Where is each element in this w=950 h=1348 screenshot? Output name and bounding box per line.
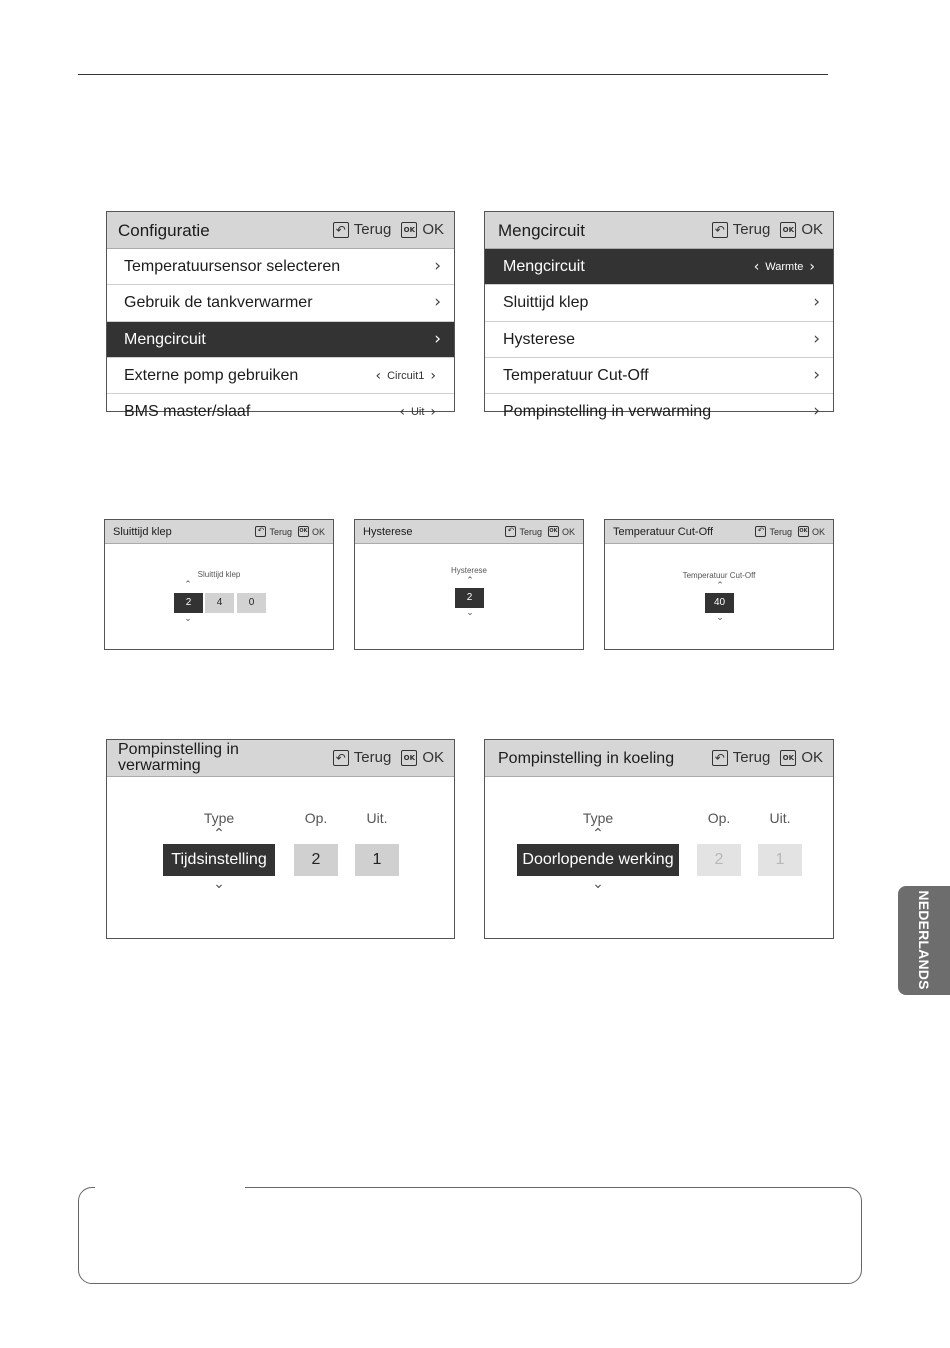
back-icon[interactable]	[712, 222, 728, 238]
ok-icon[interactable]: OK	[798, 526, 809, 537]
on-column-header: Op.	[707, 810, 731, 826]
menu-item-bms[interactable]	[107, 394, 454, 421]
back-label[interactable]: Terug	[732, 749, 771, 766]
menu-item-label: BMS master/slaaf	[124, 403, 251, 421]
pump-cooling-screen	[484, 739, 834, 939]
ok-label[interactable]: OK	[422, 749, 444, 766]
menu-item-label: Temperatuursensor selecteren	[124, 258, 341, 275]
ok-icon[interactable]: OK	[780, 222, 796, 238]
back-label[interactable]: Terug	[353, 749, 392, 766]
menu-item-temperature-sensor[interactable]	[107, 249, 454, 285]
menu-item-valve-close-time[interactable]	[485, 285, 833, 321]
selector-value: Circuit1	[387, 369, 425, 382]
chevron-right-icon[interactable]: ›	[430, 404, 436, 421]
screen-header	[485, 212, 833, 249]
chevron-right-icon: ›	[813, 292, 820, 313]
digit-ones[interactable]: 0	[237, 593, 266, 613]
language-tab-label: NEDERLANDS	[916, 890, 932, 990]
chevron-up-icon[interactable]: ⌃	[716, 581, 724, 591]
menu-item-label: Sluittijd klep	[503, 294, 589, 312]
back-label[interactable]: Terug	[519, 526, 542, 537]
chevron-right-icon: ›	[813, 364, 820, 385]
header-nav	[712, 749, 823, 766]
screen-title	[118, 742, 239, 774]
header-nav	[755, 526, 825, 537]
screen-title-line2: verwarming	[118, 757, 201, 774]
mix-circuit-screen	[484, 211, 834, 422]
screen-header	[107, 212, 454, 249]
ok-label[interactable]: OK	[422, 221, 444, 238]
chevron-down-icon[interactable]: ⌄	[184, 614, 192, 624]
screen-title: Pompinstelling in koeling	[498, 750, 675, 767]
menu-item-label: Mengcircuit	[124, 330, 206, 348]
value-selector[interactable]	[748, 259, 821, 275]
back-icon[interactable]	[712, 750, 728, 766]
off-value: 1	[758, 844, 802, 876]
note-box-header-gap	[95, 1183, 245, 1191]
menu-item-label: Hysterese	[503, 330, 576, 348]
menu-item-cut-off-temperature[interactable]	[485, 358, 833, 394]
back-label[interactable]: Terug	[769, 526, 792, 537]
selector-value: Warmte	[765, 261, 804, 273]
off-column-header: Uit.	[366, 810, 388, 826]
screen-title: Configuratie	[118, 221, 210, 240]
chevron-left-icon[interactable]: ‹	[753, 259, 760, 275]
back-icon[interactable]	[755, 526, 766, 537]
digit-tens[interactable]: 4	[205, 593, 234, 613]
config-screen	[106, 211, 455, 421]
ok-icon[interactable]: OK	[780, 750, 796, 766]
header-nav	[333, 749, 444, 766]
screen-title-line1: Pompinstelling in	[118, 741, 239, 758]
config-menu	[107, 249, 454, 421]
back-label[interactable]: Terug	[732, 221, 771, 238]
chevron-right-icon: ›	[813, 328, 820, 349]
type-column-header: Type	[582, 810, 614, 826]
chevron-down-icon[interactable]: ⌄	[213, 876, 225, 892]
pump-heating-screen	[106, 739, 455, 939]
screen-title: Mengcircuit	[498, 221, 585, 240]
field-label: Hysterese	[450, 566, 487, 575]
cut-off-temperature-screen	[604, 519, 834, 650]
ok-icon[interactable]: OK	[298, 526, 309, 537]
selector-value: Uit	[410, 406, 425, 419]
chevron-left-icon[interactable]: ‹	[375, 367, 382, 384]
menu-item-external-pump[interactable]	[107, 358, 454, 394]
value-selector[interactable]	[393, 404, 442, 420]
back-label[interactable]: Terug	[353, 221, 392, 238]
menu-item-tank-heater[interactable]	[107, 285, 454, 321]
screen-title: Sluittijd klep	[113, 526, 172, 538]
off-column-header: Uit.	[769, 810, 791, 826]
mix-circuit-menu	[485, 249, 833, 422]
chevron-right-icon[interactable]: ›	[809, 259, 815, 275]
digit-hundreds[interactable]: 2	[174, 593, 203, 613]
chevron-right-icon: ›	[434, 292, 441, 313]
menu-item-label: Temperatuur Cut-Off	[503, 366, 649, 384]
back-label[interactable]: Terug	[269, 526, 292, 537]
chevron-up-icon[interactable]: ⌃	[184, 580, 192, 590]
menu-item-pump-heating[interactable]	[485, 394, 833, 422]
type-value[interactable]: Tijdsinstelling	[163, 844, 275, 876]
chevron-down-icon[interactable]: ⌄	[716, 613, 724, 623]
value-selector[interactable]	[369, 368, 442, 384]
chevron-down-icon[interactable]: ⌄	[592, 876, 604, 892]
back-icon[interactable]	[505, 526, 516, 537]
menu-item-mix-circuit[interactable]	[485, 249, 833, 285]
chevron-right-icon: ›	[813, 401, 820, 422]
back-icon[interactable]	[333, 222, 349, 238]
chevron-left-icon[interactable]: ‹	[399, 404, 405, 421]
chevron-up-icon[interactable]: ⌃	[592, 826, 604, 842]
ok-icon[interactable]: OK	[401, 750, 417, 766]
screen-header	[105, 520, 333, 544]
language-tab	[898, 886, 950, 995]
menu-item-label: Mengcircuit	[503, 258, 585, 275]
hysteresis-value[interactable]: 2	[455, 588, 484, 608]
chevron-right-icon: ›	[434, 328, 441, 349]
type-value[interactable]: Doorlopende werking	[517, 844, 679, 876]
screen-header	[485, 740, 833, 777]
cut-off-value[interactable]: 40	[705, 593, 734, 613]
field-label: Temperatuur Cut-Off	[682, 571, 756, 580]
on-value[interactable]: 2	[294, 844, 338, 876]
top-rule	[78, 74, 828, 75]
chevron-down-icon[interactable]: ⌄	[466, 608, 474, 618]
menu-item-label: Pompinstelling in verwarming	[503, 403, 712, 421]
screen-header	[605, 520, 833, 544]
chevron-up-icon[interactable]: ⌃	[213, 826, 225, 842]
ok-label[interactable]: OK	[811, 526, 825, 537]
on-value: 2	[697, 844, 741, 876]
header-nav	[505, 526, 575, 537]
chevron-right-icon: ›	[434, 256, 441, 276]
screen-body	[605, 544, 833, 649]
screen-title: Temperatuur Cut-Off	[613, 526, 714, 538]
on-column-header: Op.	[304, 810, 328, 826]
ok-label[interactable]: OK	[801, 749, 823, 766]
header-nav	[333, 221, 444, 238]
chevron-up-icon[interactable]: ⌃	[466, 576, 474, 586]
screen-body	[105, 544, 333, 649]
menu-item-label: Gebruik de tankverwarmer	[124, 294, 313, 312]
menu-item-hysteresis[interactable]	[485, 322, 833, 358]
back-icon[interactable]	[333, 750, 349, 766]
ok-label[interactable]: OK	[561, 526, 575, 537]
header-nav	[255, 526, 325, 537]
ok-label[interactable]: OK	[311, 526, 325, 537]
menu-item-label: Externe pomp gebruiken	[124, 366, 299, 384]
valve-close-time-screen	[104, 519, 334, 650]
screen-body	[355, 544, 583, 649]
chevron-right-icon[interactable]: ›	[430, 367, 436, 384]
hysteresis-screen	[354, 519, 584, 650]
menu-item-mix-circuit[interactable]	[107, 322, 454, 358]
field-label: Sluittijd klep	[197, 570, 241, 579]
off-value[interactable]: 1	[355, 844, 399, 876]
screen-title: Hysterese	[363, 526, 413, 538]
note-box	[78, 1187, 862, 1284]
type-column-header: Type	[203, 810, 235, 826]
header-nav	[712, 221, 823, 238]
back-icon[interactable]	[255, 526, 266, 537]
ok-label[interactable]: OK	[801, 221, 823, 238]
screen-header	[107, 740, 454, 777]
ok-icon[interactable]: OK	[548, 526, 559, 537]
screen-header	[355, 520, 583, 544]
ok-icon[interactable]: OK	[401, 222, 417, 238]
